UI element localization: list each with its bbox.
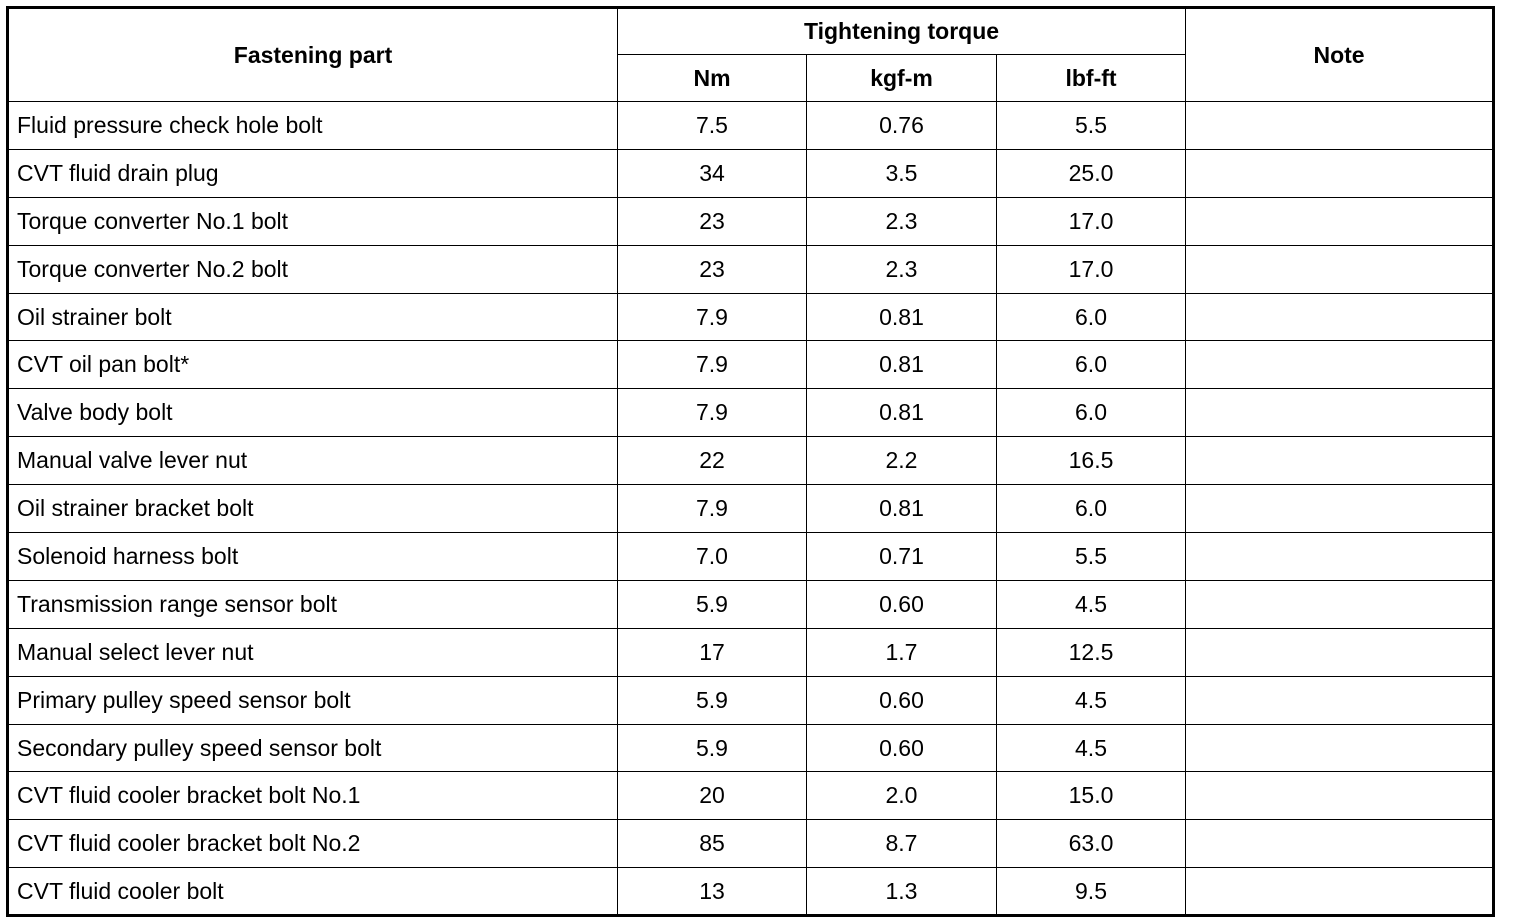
cell-torque-lbfft: 15.0 [997,772,1186,820]
cell-torque-kgfm: 2.0 [807,772,997,820]
table-row [8,820,1494,868]
header-lbfft: lbf-ft [997,55,1186,102]
cell-torque-nm: 13 [618,868,807,916]
table-row [8,724,1494,772]
table-row [8,676,1494,724]
table-row [8,580,1494,628]
cell-torque-kgfm: 0.76 [807,102,997,150]
cell-fastening-part: CVT fluid cooler bracket bolt No.1 [8,772,618,820]
cell-torque-kgfm: 0.81 [807,389,997,437]
cell-note [1186,485,1494,533]
cell-torque-lbfft: 4.5 [997,580,1186,628]
cell-torque-nm: 5.9 [618,580,807,628]
cell-torque-nm: 7.5 [618,102,807,150]
cell-note [1186,580,1494,628]
cell-torque-nm: 34 [618,149,807,197]
header-kgfm: kgf-m [807,55,997,102]
cell-fastening-part: CVT fluid drain plug [8,149,618,197]
header-tightening-torque: Tightening torque [618,8,1186,55]
table-row [8,628,1494,676]
cell-torque-lbfft: 9.5 [997,868,1186,916]
cell-torque-nm: 22 [618,437,807,485]
cell-torque-lbfft: 6.0 [997,293,1186,341]
cell-torque-lbfft: 4.5 [997,724,1186,772]
table-row [8,533,1494,581]
cell-torque-lbfft: 6.0 [997,341,1186,389]
cell-torque-lbfft: 6.0 [997,389,1186,437]
cell-torque-nm: 7.9 [618,341,807,389]
cell-fastening-part: CVT fluid cooler bracket bolt No.2 [8,820,618,868]
cell-torque-lbfft: 63.0 [997,820,1186,868]
cell-torque-nm: 7.9 [618,485,807,533]
table-body [8,102,1494,916]
cell-note [1186,772,1494,820]
cell-note [1186,533,1494,581]
cell-torque-lbfft: 5.5 [997,533,1186,581]
table-row [8,341,1494,389]
cell-torque-nm: 5.9 [618,676,807,724]
cell-fastening-part: Oil strainer bolt [8,293,618,341]
cell-torque-kgfm: 1.3 [807,868,997,916]
header-row-top [8,8,1494,55]
table-row [8,485,1494,533]
cell-torque-kgfm: 3.5 [807,149,997,197]
cell-note [1186,676,1494,724]
table-row [8,868,1494,916]
cell-torque-nm: 7.0 [618,533,807,581]
table-row [8,102,1494,150]
table-row [8,772,1494,820]
cell-note [1186,389,1494,437]
cell-fastening-part: Valve body bolt [8,389,618,437]
table-row [8,149,1494,197]
cell-fastening-part: CVT oil pan bolt* [8,341,618,389]
cell-fastening-part: Primary pulley speed sensor bolt [8,676,618,724]
cell-torque-kgfm: 0.81 [807,485,997,533]
cell-fastening-part: Torque converter No.2 bolt [8,245,618,293]
cell-note [1186,149,1494,197]
cell-torque-kgfm: 2.3 [807,245,997,293]
cell-torque-kgfm: 2.3 [807,197,997,245]
cell-note [1186,437,1494,485]
torque-spec-table [6,6,1495,917]
cell-fastening-part: CVT fluid cooler bolt [8,868,618,916]
cell-note [1186,868,1494,916]
cell-torque-nm: 23 [618,245,807,293]
cell-torque-lbfft: 6.0 [997,485,1186,533]
cell-torque-nm: 5.9 [618,724,807,772]
cell-fastening-part: Torque converter No.1 bolt [8,197,618,245]
header-fastening-part: Fastening part [8,8,618,102]
cell-fastening-part: Manual select lever nut [8,628,618,676]
cell-torque-nm: 7.9 [618,293,807,341]
cell-fastening-part: Manual valve lever nut [8,437,618,485]
table-row [8,197,1494,245]
header-nm: Nm [618,55,807,102]
cell-note [1186,341,1494,389]
cell-torque-kgfm: 0.81 [807,293,997,341]
cell-fastening-part: Solenoid harness bolt [8,533,618,581]
cell-torque-kgfm: 0.60 [807,580,997,628]
table-row [8,437,1494,485]
cell-note [1186,820,1494,868]
table-row [8,245,1494,293]
table-row [8,293,1494,341]
cell-torque-kgfm: 0.60 [807,676,997,724]
cell-torque-kgfm: 2.2 [807,437,997,485]
cell-fastening-part: Fluid pressure check hole bolt [8,102,618,150]
cell-torque-kgfm: 8.7 [807,820,997,868]
cell-torque-nm: 17 [618,628,807,676]
cell-fastening-part: Transmission range sensor bolt [8,580,618,628]
cell-note [1186,197,1494,245]
cell-fastening-part: Secondary pulley speed sensor bolt [8,724,618,772]
cell-torque-lbfft: 17.0 [997,197,1186,245]
table-row [8,389,1494,437]
cell-torque-kgfm: 0.60 [807,724,997,772]
cell-torque-lbfft: 4.5 [997,676,1186,724]
cell-torque-nm: 23 [618,197,807,245]
cell-note [1186,293,1494,341]
header-note: Note [1186,8,1494,102]
cell-torque-lbfft: 17.0 [997,245,1186,293]
cell-torque-nm: 85 [618,820,807,868]
cell-note [1186,628,1494,676]
cell-note [1186,245,1494,293]
cell-torque-kgfm: 0.81 [807,341,997,389]
cell-torque-kgfm: 1.7 [807,628,997,676]
cell-torque-lbfft: 25.0 [997,149,1186,197]
cell-torque-kgfm: 0.71 [807,533,997,581]
cell-torque-lbfft: 5.5 [997,102,1186,150]
cell-note [1186,724,1494,772]
table-header [8,8,1494,102]
cell-torque-lbfft: 16.5 [997,437,1186,485]
cell-note [1186,102,1494,150]
cell-torque-nm: 20 [618,772,807,820]
cell-torque-lbfft: 12.5 [997,628,1186,676]
cell-fastening-part: Oil strainer bracket bolt [8,485,618,533]
cell-torque-nm: 7.9 [618,389,807,437]
